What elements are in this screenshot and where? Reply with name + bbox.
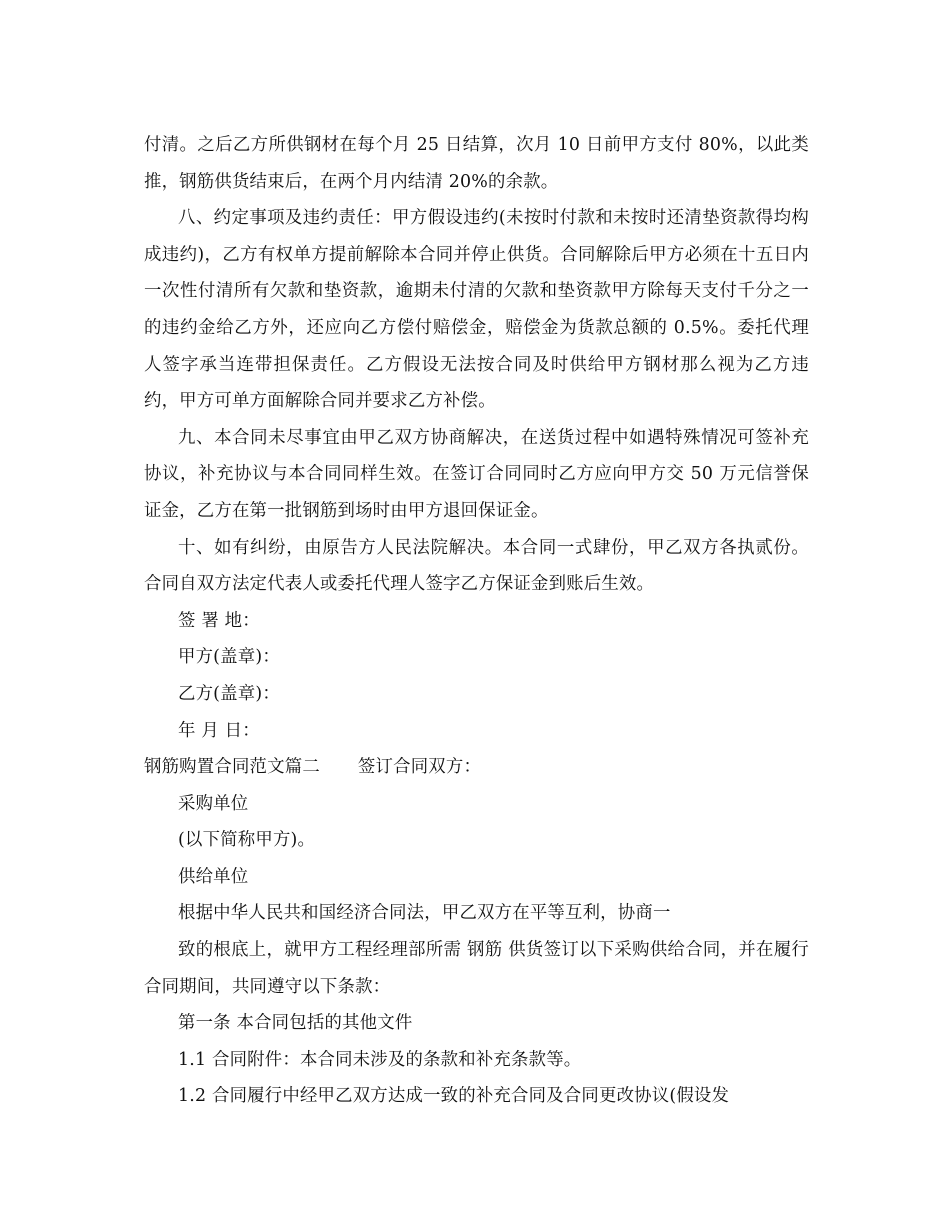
- article-item-1-1: 1.1 合同附件：本合同未涉及的条款和补充条款等。: [178, 1049, 582, 1070]
- section-two-title: 钢筋购置合同范文篇二: [144, 757, 320, 778]
- signature-party-b: 乙方(盖章)：: [178, 683, 280, 704]
- buyer-unit: 采购单位: [178, 793, 249, 814]
- signature-party-a: 甲方(盖章)：: [178, 647, 280, 668]
- intro-line: 根据中华人民共和国经济合同法，甲乙双方在平等互利，协商一: [178, 903, 671, 924]
- supplier-unit: 供给单位: [178, 866, 249, 887]
- article-item-1-2: 1.2 合同履行中经甲乙双方达成一致的补充合同及合同更改协议(假设发: [178, 1086, 730, 1107]
- signature-place: 签 署 地：: [178, 610, 260, 631]
- section-two-heading: [144, 749, 809, 786]
- intro-paragraph: 致的根底上，就甲方工程经理部所需 钢筋 供货签订以下采购供给合同，并在履行合同期间，共同遵守以下条款：: [144, 940, 809, 997]
- section-two-parties-label: 签订合同双方：: [357, 757, 482, 778]
- paragraph-clause-9-supplementary: 九、本合同未尽事宜由甲乙双方协商解决，在送货过程中如遇特殊情况可签补充协议，补充协议与本合同同样生效。在签订合同同时乙方应向甲方交 50 万元信誉保证金，乙方在第一批钢筋到场时由甲方退回保证金。: [144, 427, 809, 521]
- paragraph-clause-10-dispute: 十、如有纠纷，由原告方人民法院解决。本合同一式肆份，甲乙双方各执贰份。合同自双方法定代表人或委托代理人签字乙方保证金到账后生效。: [144, 537, 809, 595]
- paragraph-clause-8-breach: 八、约定事项及违约责任：甲方假设违约(未按时付款和未按时还清垫资款得均构成违约)，乙方有权单方提前解除本合同并停止供货。合同解除后甲方必须在十五日内一次性付清所有欠款和垫资款，逾期未付清的欠款和垫资款甲方除每天支付千分之一的违约金给乙方外，还应向乙方偿付赔偿金，赔偿金为货款总额的 0.5%。委托代理人签字承当连带担保责任。乙方假设无法按合同及时供给甲方钢材那么视为乙方违约，甲方可单方面解除合同并要求乙方补偿。: [144, 208, 809, 412]
- article-1-title: 第一条 本合同包括的其他文件: [178, 1013, 413, 1034]
- signature-date: 年 月 日：: [178, 720, 260, 741]
- document-body: [144, 127, 809, 1115]
- buyer-note: (以下简称甲方)。: [178, 830, 316, 851]
- paragraph-settlement: 付清。之后乙方所供钢材在每个月 25 日结算，次月 10 日前甲方支付 80%，以此类推，钢筋供货结束后，在两个月内结清 20%的余款。: [144, 135, 809, 192]
